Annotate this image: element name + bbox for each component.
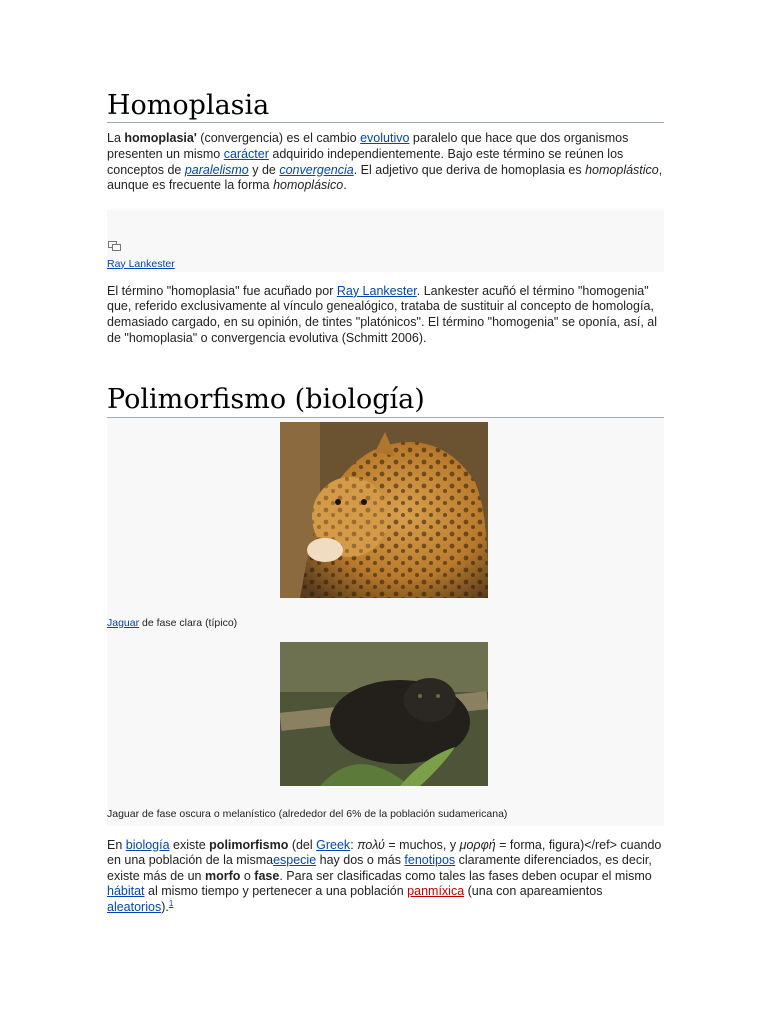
reference-link-1[interactable]: 1 — [168, 898, 174, 908]
text: hay dos o más — [316, 853, 405, 868]
link-paralelismo[interactable] — [185, 163, 249, 177]
greek-word-poly: πολύ — [357, 837, 385, 852]
text: (del — [288, 837, 317, 852]
link-jaguar[interactable]: Jaguar — [107, 616, 140, 629]
link-fenotipos[interactable]: fenotipos — [404, 853, 456, 868]
text: , aunque es frecuente la forma — [107, 162, 663, 193]
figures-jaguar — [107, 418, 664, 826]
caption-link-ray-lankester[interactable]: Ray Lankester — [107, 257, 175, 270]
text: (convergencia) es el cambio — [196, 131, 361, 146]
figure-ray-lankester — [107, 210, 664, 272]
caption-text: de fase clara (típico) — [139, 616, 238, 629]
redlink-panmixica[interactable]: panmíxica — [407, 884, 465, 899]
text: claramente diferenciados, es decir, existe más de un — [107, 853, 652, 883]
caption-jaguar-light — [107, 616, 237, 630]
bold-term-homoplasia: homoplasia' — [124, 131, 197, 146]
text: existe — [169, 837, 210, 852]
link-ray-lankester[interactable]: Ray Lankester — [336, 283, 417, 298]
bold-term-fase: fase — [254, 868, 280, 883]
jaguar-light-phase-image[interactable] — [280, 422, 488, 598]
caption-jaguar-dark: Jaguar de fase oscura o melanístico (alrededor del 6% de la población sudamericana) — [107, 807, 508, 820]
text: (una con apareamientos — [464, 884, 603, 899]
bold-term-polimorfismo: polimorfismo — [209, 837, 289, 852]
text: La — [107, 131, 125, 146]
broken-image-icon[interactable] — [108, 238, 121, 248]
text: . Para ser clasificadas como tales las fases deben ocupar el mismo — [279, 868, 652, 883]
text: El término "homoplasia" fue acuñado por — [107, 283, 337, 298]
article-content — [107, 90, 664, 916]
link-caracter[interactable]: carácter — [223, 146, 269, 161]
text: . El adjetivo que deriva de homoplasia es — [353, 162, 586, 177]
link-biologia[interactable]: biología — [125, 837, 170, 852]
homoplasia-paragraph-1 — [107, 131, 664, 193]
text: paralelo que hace que dos organismos presenten un mismo — [107, 131, 629, 161]
link-aleatorios[interactable]: aleatorios — [107, 899, 162, 914]
text: adquirido independientemente. Bajo este término se reúnen los conceptos de — [107, 146, 624, 177]
italic-homoplastico: homoplástico — [585, 162, 659, 177]
text: ). — [161, 899, 169, 914]
link-greek[interactable]: Greek — [316, 837, 351, 852]
text: . — [343, 178, 347, 193]
text: . Lankester acuñó el término "homogenia" que, referido exclusivamente al vínculo genealógico, trataba de sustituir al concepto de homología, demasiado cargado, en su opinión, de tintes "platónicos". El término "homogenia" se oponía, así, al de "homoplasia" o convergencia evolutiva (Schmitt 2006). — [107, 283, 658, 345]
text: o — [240, 868, 255, 883]
text: y de — [248, 162, 280, 177]
jaguar-dark-phase-image[interactable] — [280, 642, 488, 786]
text: = forma, figura)</ref> cuando en una población de la misma — [107, 837, 662, 868]
link-especie[interactable]: especie — [273, 853, 317, 868]
bold-term-morfo: morfo — [204, 868, 241, 883]
polimorfismo-paragraph-1 — [107, 838, 664, 916]
section-title-polimorfismo: Polimorfismo (biología) — [107, 384, 664, 417]
text: al mismo tiempo y pertenecer a una población — [144, 884, 408, 899]
link-convergencia[interactable] — [279, 163, 353, 177]
text: : — [350, 837, 358, 852]
italic-homoplasico: homoplásico — [273, 178, 344, 193]
text: En — [107, 837, 126, 852]
link-convergencia-text: convergencia — [279, 162, 354, 177]
text: = muchos, y — [384, 837, 460, 852]
link-evolutivo[interactable]: evolutivo — [360, 131, 410, 146]
link-paralelismo-text: paralelismo — [184, 162, 249, 177]
homoplasia-paragraph-2 — [107, 284, 664, 346]
greek-word-morphe: μορφή — [459, 837, 496, 852]
section-title-homoplasia: Homoplasia — [107, 90, 664, 123]
link-habitat[interactable]: hábitat — [107, 884, 145, 899]
